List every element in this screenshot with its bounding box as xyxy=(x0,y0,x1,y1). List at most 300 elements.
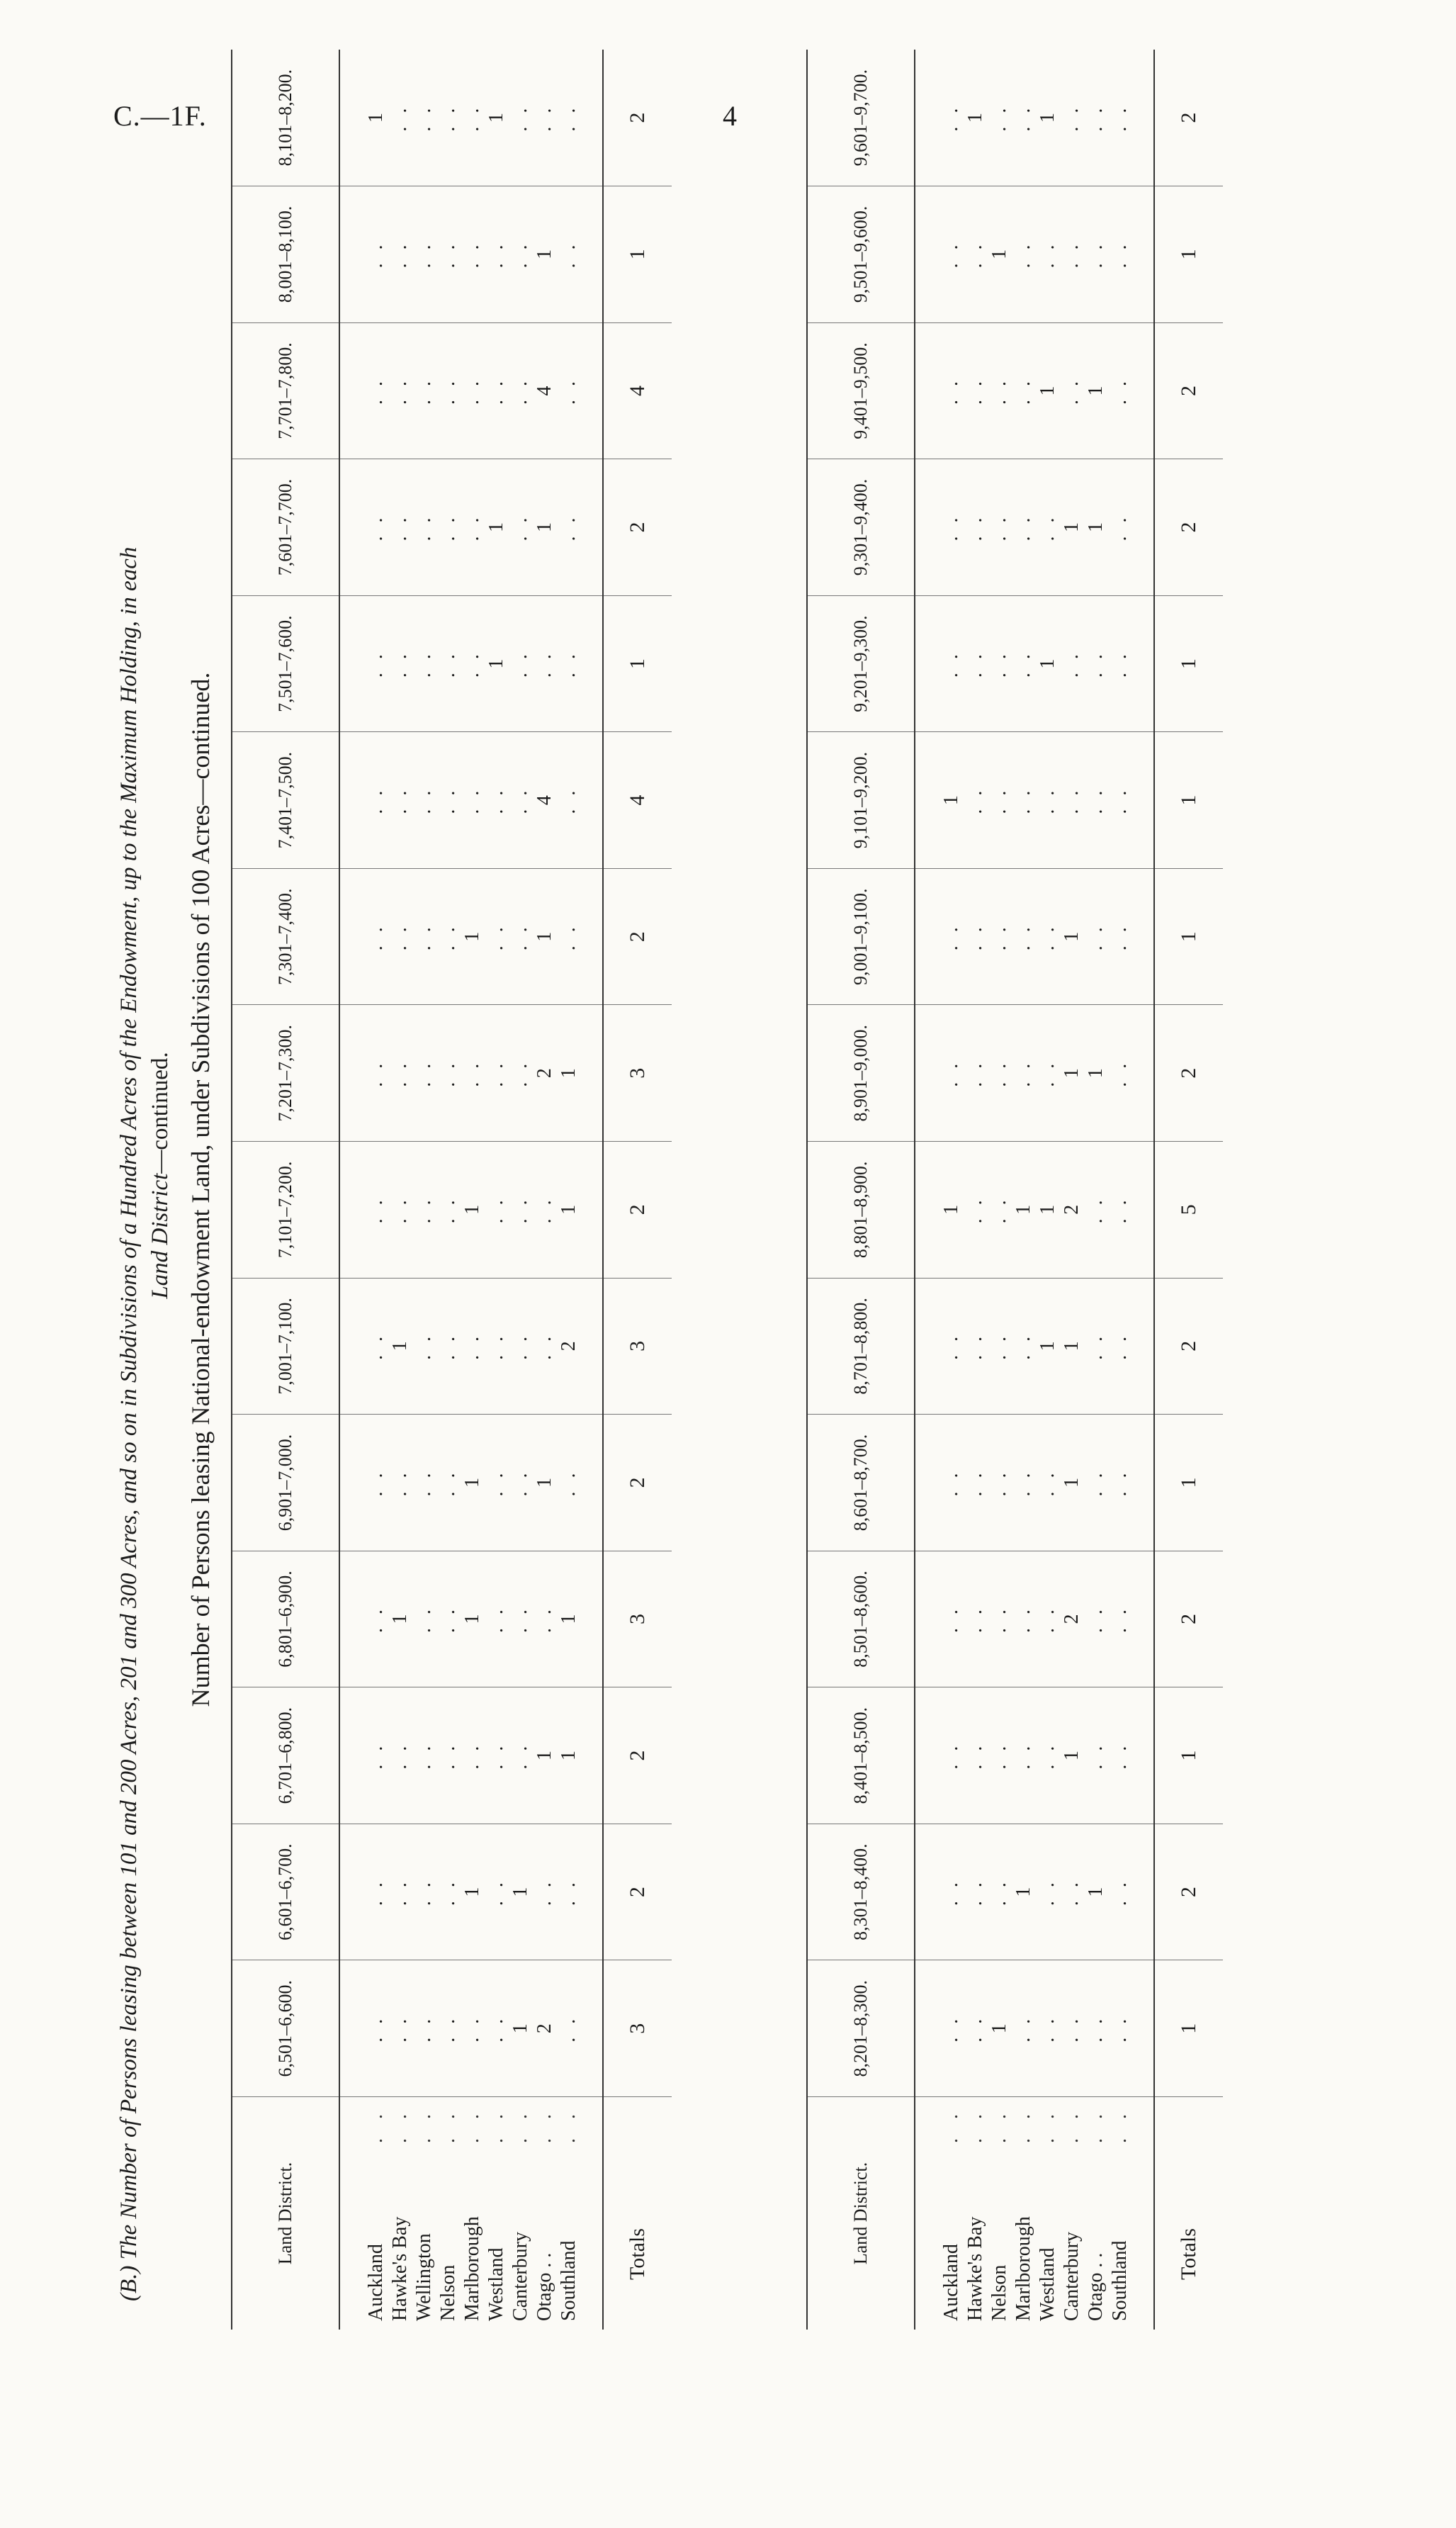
table-cell: . . xyxy=(964,786,986,814)
table-cell: . . xyxy=(1037,1878,1059,1906)
table-cell: . . xyxy=(389,376,411,405)
district-label: Wellington xyxy=(413,2233,435,2321)
table-cell: . . xyxy=(389,1741,411,1770)
leader-dots: . . xyxy=(509,2107,531,2143)
table-cell: . . xyxy=(389,103,411,132)
document-reference: C.—1F. xyxy=(113,100,207,132)
table-cell: . . xyxy=(558,2014,580,2043)
table-cell: . . xyxy=(534,1196,555,1224)
table-cell: . . xyxy=(389,2014,411,2043)
table-cell: . . xyxy=(940,103,962,132)
table-cell: . . xyxy=(534,1332,555,1360)
district-label: Westland xyxy=(1037,2247,1059,2321)
table-cell: 1 xyxy=(389,1614,411,1624)
table-cell: 1 xyxy=(534,931,555,942)
leader-dots: . . xyxy=(988,2107,1010,2143)
table-cell: 1 xyxy=(558,1068,580,1079)
leader-dots: . . xyxy=(437,2107,459,2143)
table-cell: . . xyxy=(988,513,1010,541)
table-cell: . . xyxy=(365,1605,387,1634)
rotated-page-content xyxy=(113,50,1392,2330)
table-cell: 1 xyxy=(558,1751,580,1761)
value-column xyxy=(915,1005,1154,1142)
caption-sub xyxy=(145,50,176,2301)
table-cell: . . xyxy=(1037,1059,1059,1087)
table-cell: . . xyxy=(1109,240,1131,269)
table-cell: . . xyxy=(365,1059,387,1087)
table-cell: . . xyxy=(1037,786,1059,814)
table-cell: . . xyxy=(461,103,483,132)
table-cell: 1 xyxy=(485,113,507,123)
table-cell: . . xyxy=(389,1878,411,1906)
value-column xyxy=(339,595,603,732)
column-header: 8,301–8,400. xyxy=(807,1824,915,1960)
value-column xyxy=(339,1824,603,1960)
table-cell: . . xyxy=(365,240,387,269)
land-district-names xyxy=(915,2097,1154,2330)
table-cell: 1 xyxy=(389,1341,411,1352)
table-cell: 1 xyxy=(1085,1068,1107,1079)
table-cell: . . xyxy=(1085,1605,1107,1634)
value-column xyxy=(915,322,1154,459)
district-name xyxy=(557,2097,581,2321)
district-label: Southland xyxy=(1109,2240,1131,2321)
leader-dots: . . xyxy=(1061,2107,1083,2143)
table-cell: . . xyxy=(485,240,507,269)
table-cell: . . xyxy=(413,786,435,814)
table-cell: . . xyxy=(1085,1196,1107,1224)
table-cell: . . xyxy=(1109,1059,1131,1087)
district-name xyxy=(436,2097,461,2321)
table-cell: . . xyxy=(413,1878,435,1906)
table-cell: . . xyxy=(940,376,962,405)
value-column xyxy=(339,1687,603,1824)
table-cell: . . xyxy=(509,1468,531,1497)
column-header: 8,201–8,300. xyxy=(807,1960,915,2097)
table-cell: . . xyxy=(365,1468,387,1497)
column-header: 7,501–7,600. xyxy=(232,595,339,732)
table-subtitle: Number of Persons leasing National-endowment Land, under Subdivisions of 100 Acres—continued. xyxy=(186,672,215,1707)
table-cell: . . xyxy=(413,923,435,951)
value-column xyxy=(339,186,603,323)
leader-dots: . . xyxy=(1109,2107,1131,2143)
table-cell: . . xyxy=(509,1741,531,1770)
table-cell: 4 xyxy=(534,795,555,806)
table-cell: . . xyxy=(534,1878,555,1906)
table-cell: . . xyxy=(509,923,531,951)
table-cell: 1 xyxy=(964,113,986,123)
table-cell: . . xyxy=(413,1059,435,1087)
table-cell: . . xyxy=(485,1332,507,1360)
table-cell: . . xyxy=(485,923,507,951)
column-header: 8,001–8,100. xyxy=(232,186,339,323)
value-column xyxy=(915,459,1154,596)
district-name xyxy=(988,2097,1012,2321)
table-cell: . . xyxy=(413,376,435,405)
column-header: 7,301–7,400. xyxy=(232,868,339,1005)
table-cell: . . xyxy=(437,923,459,951)
district-name xyxy=(364,2097,388,2321)
table-cell: . . xyxy=(988,1059,1010,1087)
table-cell: . . xyxy=(485,786,507,814)
table-cell: . . xyxy=(413,1332,435,1360)
table-cell: . . xyxy=(1109,1332,1131,1360)
district-label: Auckland xyxy=(940,2244,962,2321)
table-cell: . . xyxy=(940,650,962,678)
total-cell: 2 xyxy=(1154,322,1223,459)
table-cell: . . xyxy=(461,376,483,405)
table-cell: . . xyxy=(437,1196,459,1224)
value-column xyxy=(915,595,1154,732)
column-header: 8,101–8,200. xyxy=(232,50,339,186)
table-cell: 1 xyxy=(940,795,962,806)
value-column xyxy=(915,186,1154,323)
table-cell: 1 xyxy=(1061,1068,1083,1079)
value-column xyxy=(915,1415,1154,1551)
table-cell: . . xyxy=(940,923,962,951)
table-cell: . . xyxy=(558,923,580,951)
total-cell: 2 xyxy=(603,1415,672,1551)
totals-label: Totals xyxy=(603,2097,672,2330)
table-cell: . . xyxy=(437,650,459,678)
value-column xyxy=(339,1278,603,1415)
table-cell: . . xyxy=(940,1878,962,1906)
district-name xyxy=(533,2097,557,2321)
table-cell: . . xyxy=(437,376,459,405)
caption-sub-italic: Land District xyxy=(147,1173,173,1299)
table-cell: . . xyxy=(437,1605,459,1634)
column-header: 7,101–7,200. xyxy=(232,1142,339,1279)
table-cell: . . xyxy=(365,1196,387,1224)
table-cell: . . xyxy=(1061,103,1083,132)
district-name xyxy=(461,2097,485,2321)
table-cell: . . xyxy=(365,1332,387,1360)
leader-dots: . . xyxy=(964,2107,986,2143)
table-cell: . . xyxy=(485,2014,507,2043)
value-column xyxy=(339,459,603,596)
table-cell: . . xyxy=(485,1605,507,1634)
table-cell: 1 xyxy=(365,113,387,123)
table-cell: . . xyxy=(1061,650,1083,678)
district-name xyxy=(509,2097,533,2321)
district-label: Marlborough xyxy=(1012,2216,1034,2321)
value-column xyxy=(339,322,603,459)
total-cell: 4 xyxy=(603,732,672,869)
table-cell: . . xyxy=(1085,786,1107,814)
table-cell: 1 xyxy=(1012,1204,1034,1215)
total-cell: 2 xyxy=(1154,50,1223,186)
table-cell: . . xyxy=(1085,923,1107,951)
caption-main: (B.) The Number of Persons leasing between 101 and 200 Acres, 201 and 300 Acres, and so on in Subdivisions of a Hundred Acres of the Endowment, up to the Maximum Holding, in each xyxy=(116,546,142,2301)
table-cell: . . xyxy=(964,1468,986,1497)
table-cell: 2 xyxy=(1061,1614,1083,1624)
value-column xyxy=(339,868,603,1005)
table-cell: . . xyxy=(437,786,459,814)
table-cell: . . xyxy=(437,513,459,541)
table-cell: . . xyxy=(964,1878,986,1906)
table-cell: . . xyxy=(509,376,531,405)
table-cell: . . xyxy=(558,240,580,269)
table-cell: . . xyxy=(509,1196,531,1224)
table-cell: . . xyxy=(437,1741,459,1770)
table-cell: . . xyxy=(1037,2014,1059,2043)
district-label: Otago . . xyxy=(534,2252,555,2321)
acreage-table-2 xyxy=(806,50,1223,2330)
table-cell: 1 xyxy=(1085,386,1107,396)
table-cell: . . xyxy=(558,513,580,541)
table-cell: . . xyxy=(485,376,507,405)
table-cell: . . xyxy=(509,1059,531,1087)
value-column xyxy=(915,50,1154,186)
column-header: 8,501–8,600. xyxy=(807,1551,915,1687)
leader-dots: . . xyxy=(534,2107,555,2143)
leader-dots: . . xyxy=(1012,2107,1034,2143)
table-cell: . . xyxy=(1109,513,1131,541)
total-cell: 2 xyxy=(1154,1551,1223,1687)
table-cell: . . xyxy=(389,513,411,541)
table-cell: . . xyxy=(389,1196,411,1224)
table-cell: . . xyxy=(413,1605,435,1634)
table-cell: 1 xyxy=(461,1614,483,1624)
acreage-table-1 xyxy=(231,50,672,2330)
totals-label: Totals xyxy=(1154,2097,1223,2330)
table-cell: . . xyxy=(988,1468,1010,1497)
table-cell: . . xyxy=(509,650,531,678)
district-name xyxy=(485,2097,509,2321)
district-label: Southland xyxy=(558,2240,580,2321)
table-cell: . . xyxy=(1061,240,1083,269)
column-header: 9,301–9,400. xyxy=(807,459,915,596)
table-cell: 1 xyxy=(1061,1751,1083,1761)
table-cell: . . xyxy=(1037,1741,1059,1770)
table-cell: 2 xyxy=(1061,1204,1083,1215)
table-cell: . . xyxy=(1109,2014,1131,2043)
column-header: 8,801–8,900. xyxy=(807,1142,915,1279)
table-cell: 1 xyxy=(534,249,555,259)
table-cell: 1 xyxy=(509,1887,531,1897)
land-district-header: Land District. xyxy=(232,2097,339,2330)
table-cell: . . xyxy=(558,103,580,132)
table-cell: . . xyxy=(365,786,387,814)
table-cell: 1 xyxy=(1085,522,1107,533)
total-cell: 1 xyxy=(1154,868,1223,1005)
district-name xyxy=(1108,2097,1132,2321)
district-label: Auckland xyxy=(365,2244,387,2321)
value-column xyxy=(915,1687,1154,1824)
table-cell: . . xyxy=(940,1332,962,1360)
table-cell: . . xyxy=(1012,1059,1034,1087)
table-cell: . . xyxy=(1109,1196,1131,1224)
table-cell: . . xyxy=(461,2014,483,2043)
table-cell: . . xyxy=(1109,1878,1131,1906)
table-cell: . . xyxy=(964,1059,986,1087)
column-header: 8,701–8,800. xyxy=(807,1278,915,1415)
table-cell: . . xyxy=(988,1741,1010,1770)
table-cell: . . xyxy=(964,1332,986,1360)
table-cell: 1 xyxy=(1061,1477,1083,1488)
table-cell: 1 xyxy=(1037,113,1059,123)
table-cell: 1 xyxy=(534,522,555,533)
table-cell: . . xyxy=(437,1468,459,1497)
table-cell: . . xyxy=(558,376,580,405)
table-cell: . . xyxy=(1037,513,1059,541)
table-cell: . . xyxy=(461,650,483,678)
table-cell: . . xyxy=(1085,103,1107,132)
table-cell: . . xyxy=(461,240,483,269)
column-header: 9,601–9,700. xyxy=(807,50,915,186)
table-cell: . . xyxy=(1012,1605,1034,1634)
table-cell: . . xyxy=(1061,1878,1083,1906)
column-header: 6,601–6,700. xyxy=(232,1824,339,1960)
table-cell: . . xyxy=(365,1741,387,1770)
table-cell: . . xyxy=(1085,1468,1107,1497)
table-cell: . . xyxy=(1037,1605,1059,1634)
table-cell: . . xyxy=(1012,1741,1034,1770)
column-header: 9,501–9,600. xyxy=(807,186,915,323)
total-cell: 1 xyxy=(603,186,672,323)
table-cell: . . xyxy=(534,1605,555,1634)
table-cell: . . xyxy=(988,1605,1010,1634)
total-cell: 2 xyxy=(1154,1278,1223,1415)
table-cell: . . xyxy=(964,1196,986,1224)
table-cell: . . xyxy=(413,1741,435,1770)
value-column xyxy=(339,1142,603,1279)
total-cell: 2 xyxy=(603,50,672,186)
table-cell: . . xyxy=(365,2014,387,2043)
district-label: Marlborough xyxy=(461,2216,483,2321)
table-cell: . . xyxy=(988,1332,1010,1360)
table-cell: . . xyxy=(509,240,531,269)
column-header: 6,901–7,000. xyxy=(232,1415,339,1551)
district-label: Nelson xyxy=(988,2264,1010,2321)
table-cell: . . xyxy=(1085,1332,1107,1360)
column-header: 7,601–7,700. xyxy=(232,459,339,596)
total-cell: 1 xyxy=(1154,186,1223,323)
table-cell: 1 xyxy=(940,1204,962,1215)
table-cell: . . xyxy=(558,786,580,814)
table-cell: . . xyxy=(940,2014,962,2043)
value-column xyxy=(915,732,1154,869)
table-cell: . . xyxy=(509,513,531,541)
table-cell: . . xyxy=(437,240,459,269)
leader-dots: . . xyxy=(389,2107,411,2143)
table-cell: . . xyxy=(1109,786,1131,814)
district-label: Hawke's Bay xyxy=(389,2216,411,2321)
table-cell: . . xyxy=(964,513,986,541)
table-cell: . . xyxy=(940,1059,962,1087)
leader-dots: . . xyxy=(461,2107,483,2143)
table-cell: . . xyxy=(1037,1468,1059,1497)
column-header: 7,401–7,500. xyxy=(232,732,339,869)
table-cell: . . xyxy=(413,513,435,541)
table-cell: 1 xyxy=(461,1887,483,1897)
total-cell: 1 xyxy=(1154,1687,1223,1824)
table-cell: . . xyxy=(437,1332,459,1360)
table-cell: . . xyxy=(1109,103,1131,132)
table-cell: . . xyxy=(940,513,962,541)
table-cell: . . xyxy=(1012,2014,1034,2043)
total-cell: 2 xyxy=(603,1142,672,1279)
column-header: 7,001–7,100. xyxy=(232,1278,339,1415)
table-cell: . . xyxy=(365,923,387,951)
table-cell: . . xyxy=(558,1468,580,1497)
total-cell: 2 xyxy=(603,459,672,596)
total-cell: 1 xyxy=(1154,732,1223,869)
total-cell: 2 xyxy=(603,1824,672,1960)
leader-dots: . . xyxy=(940,2107,962,2143)
table-cell: . . xyxy=(437,2014,459,2043)
table-cell: . . xyxy=(940,1741,962,1770)
table-cell: . . xyxy=(461,1741,483,1770)
table-cell: . . xyxy=(988,1878,1010,1906)
total-cell: 3 xyxy=(603,1278,672,1415)
table-cell: 2 xyxy=(534,2023,555,2034)
table-cell: . . xyxy=(389,923,411,951)
table-cell: . . xyxy=(558,1878,580,1906)
table-cell: . . xyxy=(1012,923,1034,951)
leader-dots: . . xyxy=(1037,2107,1059,2143)
table-cell: . . xyxy=(1085,650,1107,678)
table-cell: . . xyxy=(534,103,555,132)
table-cell: . . xyxy=(1109,376,1131,405)
table-cell: . . xyxy=(389,1059,411,1087)
column-header: 9,201–9,300. xyxy=(807,595,915,732)
table-cell: . . xyxy=(509,103,531,132)
district-name xyxy=(388,2097,412,2321)
table-cell: . . xyxy=(940,240,962,269)
column-header: 8,401–8,500. xyxy=(807,1687,915,1824)
table-cell: . . xyxy=(389,650,411,678)
table-cell: 2 xyxy=(558,1341,580,1352)
table-cell: . . xyxy=(1012,1468,1034,1497)
district-name xyxy=(412,2097,436,2321)
column-header: 7,201–7,300. xyxy=(232,1005,339,1142)
column-header: 6,501–6,600. xyxy=(232,1960,339,2097)
table-cell: 1 xyxy=(1012,1887,1034,1897)
district-name xyxy=(1036,2097,1060,2321)
value-column xyxy=(339,1551,603,1687)
table-cell: 1 xyxy=(1061,1341,1083,1352)
table-cell: 1 xyxy=(1085,1887,1107,1897)
table-cell: . . xyxy=(988,103,1010,132)
table-cell: 1 xyxy=(988,2023,1010,2034)
page-number: 4 xyxy=(723,100,737,132)
table-cell: 1 xyxy=(988,249,1010,259)
table-cell: . . xyxy=(485,1878,507,1906)
total-cell: 3 xyxy=(603,1551,672,1687)
table-cell: 4 xyxy=(534,386,555,396)
total-cell: 4 xyxy=(603,322,672,459)
table-cell: . . xyxy=(988,650,1010,678)
table-cell: . . xyxy=(1012,240,1034,269)
table-cell: . . xyxy=(509,786,531,814)
table-cell: . . xyxy=(1012,376,1034,405)
column-header: 9,101–9,200. xyxy=(807,732,915,869)
table-cell: . . xyxy=(940,1468,962,1497)
table-cell: 1 xyxy=(485,522,507,533)
district-name xyxy=(964,2097,988,2321)
table-cell: . . xyxy=(485,1196,507,1224)
district-label: Hawke's Bay xyxy=(964,2216,986,2321)
value-column xyxy=(915,1824,1154,1960)
table-cell: 1 xyxy=(534,1477,555,1488)
column-header: 8,901–9,000. xyxy=(807,1005,915,1142)
table-cell: . . xyxy=(413,240,435,269)
table-cell: . . xyxy=(964,376,986,405)
table-cell: . . xyxy=(389,240,411,269)
table-cell: . . xyxy=(413,103,435,132)
leader-dots: . . xyxy=(485,2107,507,2143)
